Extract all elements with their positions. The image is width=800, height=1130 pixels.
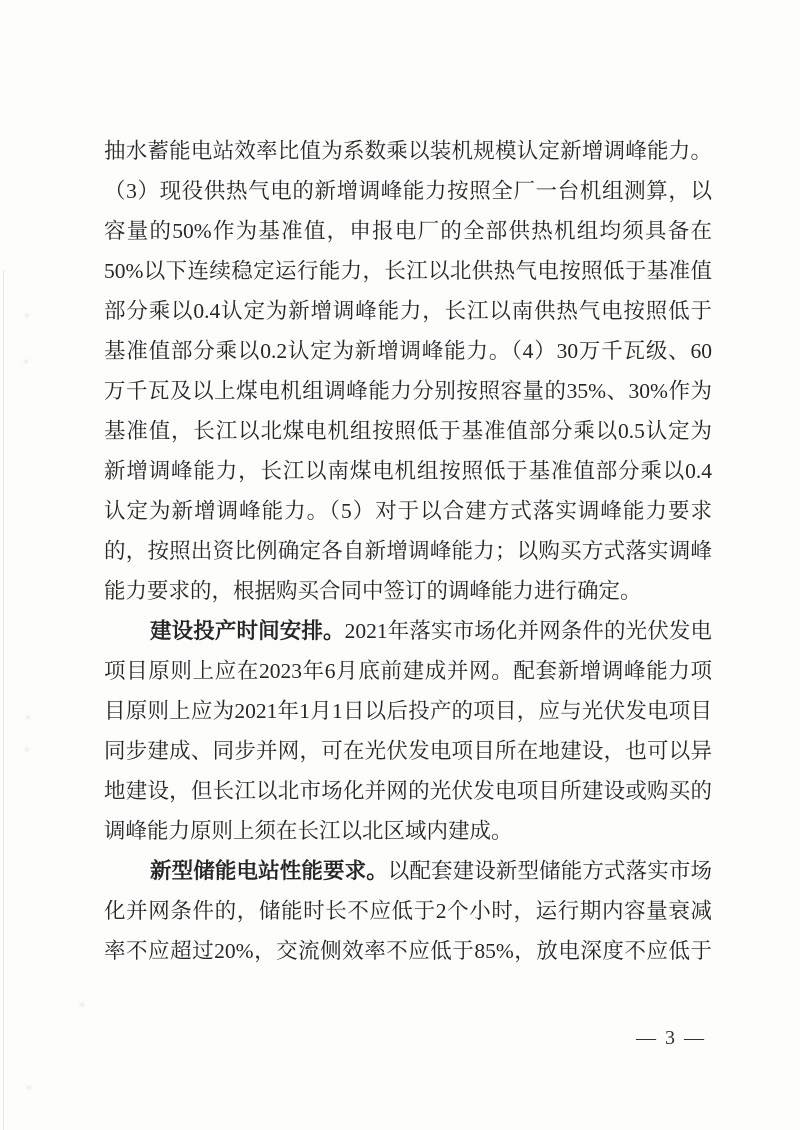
text-line: 新增调峰能力，长江以南煤电机组按照低于基准值部分乘以0.4 [104,459,712,483]
scan-speck-artifact [25,748,29,751]
text-line: 能力要求的，根据购买合同中签订的调峰能力进行确定。 [104,579,642,603]
text-line: 新型储能电站性能要求。以配套建设新型储能方式落实市场 [150,859,712,883]
text-line: 万千瓦及以上煤电机组调峰能力分别按照容量的35%、30%作为 [104,379,712,403]
text-line: 容量的50%作为基准值，申报电厂的全部供热机组均须具备在 [104,219,712,243]
body-text [104,131,712,971]
text-line: 的，按照出资比例确定各自新增调峰能力；以购买方式落实调峰 [104,539,712,563]
text-line: 抽水蓄能电站效率比值为系数乘以装机规模认定新增调峰能力。 [104,139,712,163]
text-line: 建设投产时间安排。2021年落实市场化并网条件的光伏发电 [150,619,712,643]
paragraph-construction-schedule [104,611,712,851]
scan-speck-artifact [80,1003,84,1006]
text-line: 50%以下连续稳定运行能力，长江以北供热气电按照低于基准值 [104,259,712,283]
text-line: 同步建成、同步并网，可在光伏发电项目所在地建设，也可以异 [104,739,712,763]
paragraph-lead-bold: 建设投产时间安排。 [150,619,345,643]
page-number: — 3 — [636,1027,706,1049]
text-line: 调峰能力原则上须在长江以北区域内建成。 [104,819,513,843]
text-line: 认定为新增调峰能力。（5）对于以合建方式落实调峰能力要求 [104,499,712,523]
text-line: 目原则上应为2021年1月1日以后投产的项目，应与光伏发电项目 [104,699,712,723]
scan-speck-artifact [26,716,30,719]
scan-speck-artifact [27,1086,31,1089]
text-line: 基准值，长江以北煤电机组按照低于基准值部分乘以0.5认定为 [104,419,712,443]
scan-speck-artifact [25,314,29,317]
text-line: 率不应超过20%，交流侧效率不应低于85%，放电深度不应低于 [104,939,712,963]
scan-speck-artifact [24,360,28,363]
text-line: 地建设，但长江以北市场化并网的光伏发电项目所建设或购买的 [104,779,712,803]
scan-edge-artifact [3,270,4,1130]
text-line: 化并网条件的，储能时长不应低于2个小时，运行期内容量衰减 [104,899,712,923]
text-line: 基准值部分乘以0.2认定为新增调峰能力。（4）30万千瓦级、60 [104,339,712,363]
text-line: 部分乘以0.4认定为新增调峰能力，长江以南供热气电按照低于 [104,299,712,323]
text-line: （3）现役供热气电的新增调峰能力按照全厂一台机组测算，以 [104,179,712,203]
text-line: 项目原则上应在2023年6月底前建成并网。配套新增调峰能力项 [104,659,712,683]
paragraph-storage-performance [104,851,712,971]
paragraph-peak-capacity-rules [104,131,712,611]
paragraph-lead-bold: 新型储能电站性能要求。 [150,859,388,883]
